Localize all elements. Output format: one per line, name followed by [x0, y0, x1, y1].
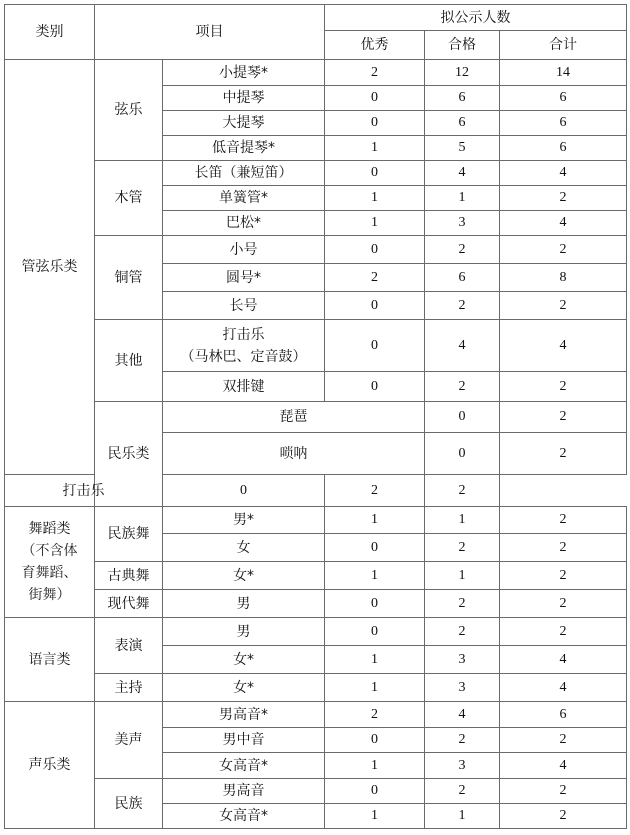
item-cell	[163, 320, 325, 372]
item-cell: 长号	[163, 292, 325, 320]
qualified-cell: 2	[425, 618, 500, 646]
item-cell: 男	[163, 618, 325, 646]
qualified-cell: 12	[425, 60, 500, 86]
qualified-cell: 2	[425, 534, 500, 562]
table-row	[5, 161, 627, 186]
table-row	[5, 236, 627, 264]
qualified-cell: 4	[425, 320, 500, 372]
category-line: 街舞）	[28, 587, 71, 603]
category-line: 舞蹈类	[28, 521, 71, 537]
category-line: （不含体	[21, 543, 78, 559]
qualified-cell: 1	[425, 507, 500, 534]
total-cell: 2	[500, 804, 627, 829]
item-cell: 女高音*	[163, 804, 325, 829]
total-cell: 2	[500, 590, 627, 618]
qualified-cell: 3	[425, 753, 500, 779]
excellent-cell: 0	[325, 728, 425, 753]
header-item: 项目	[95, 5, 325, 60]
qualified-cell: 4	[425, 702, 500, 728]
category-line: 育舞蹈、	[21, 565, 78, 581]
item-cell: 巴松*	[163, 211, 325, 236]
excellent-cell: 2	[325, 264, 425, 292]
total-cell: 4	[500, 646, 627, 674]
subcategory-cell: 木管	[95, 161, 163, 236]
item-cell: 男*	[163, 507, 325, 534]
item-cell: 单簧管*	[163, 186, 325, 211]
item-line: 打击乐	[222, 326, 265, 343]
total-cell: 2	[500, 292, 627, 320]
roster-table-container	[4, 4, 626, 832]
excellent-cell: 0	[325, 161, 425, 186]
header-planned: 拟公示人数	[325, 5, 627, 31]
excellent-cell: 1	[325, 804, 425, 829]
total-cell: 2	[500, 507, 627, 534]
category-cell: 管弦乐类	[5, 60, 95, 475]
qualified-cell: 2	[425, 590, 500, 618]
qualified-cell: 6	[425, 111, 500, 136]
qualified-cell: 2	[500, 402, 627, 433]
excellent-cell: 0	[325, 534, 425, 562]
excellent-cell: 0	[425, 433, 500, 475]
total-cell: 8	[500, 264, 627, 292]
qualified-cell: 3	[425, 674, 500, 702]
excellent-cell: 1	[325, 646, 425, 674]
category-cell	[5, 507, 95, 618]
subcategory-cell: 弦乐	[95, 60, 163, 161]
qualified-cell: 1	[425, 804, 500, 829]
subcategory-cell: 其他	[95, 320, 163, 402]
header-row	[5, 5, 627, 31]
table-row	[5, 507, 627, 534]
item-cell: 男高音*	[163, 702, 325, 728]
category-cell: 民乐类	[95, 402, 163, 507]
header-total: 合计	[500, 31, 627, 60]
item-cell: 女*	[163, 646, 325, 674]
excellent-cell: 0	[325, 236, 425, 264]
item-cell: 低音提琴*	[163, 136, 325, 161]
excellent-cell: 1	[325, 507, 425, 534]
excellent-cell: 2	[325, 60, 425, 86]
qualified-cell: 2	[425, 728, 500, 753]
total-cell: 2	[500, 779, 627, 804]
total-cell: 6	[500, 136, 627, 161]
table-row	[5, 475, 627, 507]
qualified-cell: 3	[425, 211, 500, 236]
table-row	[5, 60, 627, 86]
total-cell: 4	[500, 161, 627, 186]
qualified-cell: 1	[425, 186, 500, 211]
table-row	[5, 590, 627, 618]
total-cell: 2	[500, 562, 627, 590]
excellent-cell: 1	[325, 211, 425, 236]
subcategory-cell: 主持	[95, 674, 163, 702]
item-line: （马林巴、定音鼓）	[180, 348, 307, 365]
item-cell: 女	[163, 534, 325, 562]
item-cell: 女高音*	[163, 753, 325, 779]
item-cell: 小号	[163, 236, 325, 264]
item-cell: 小提琴*	[163, 60, 325, 86]
qualified-cell: 3	[425, 646, 500, 674]
qualified-cell: 5	[425, 136, 500, 161]
subcategory-cell: 表演	[95, 618, 163, 674]
item-cell: 大提琴	[163, 111, 325, 136]
qualified-cell: 2	[425, 292, 500, 320]
excellent-cell: 0	[325, 292, 425, 320]
table-row	[5, 562, 627, 590]
item-cell: 男	[163, 590, 325, 618]
qualified-cell: 2	[425, 372, 500, 402]
table-row	[5, 779, 627, 804]
total-cell: 14	[500, 60, 627, 86]
total-cell: 2	[500, 534, 627, 562]
qualified-cell: 4	[425, 161, 500, 186]
excellent-cell: 0	[163, 475, 325, 507]
subcategory-cell: 民族	[95, 779, 163, 829]
total-cell: 2	[500, 186, 627, 211]
item-cell: 圆号*	[163, 264, 325, 292]
subcategory-cell: 美声	[95, 702, 163, 779]
item-cell: 琵琶	[163, 402, 425, 433]
total-cell: 2	[500, 236, 627, 264]
qualified-cell: 1	[425, 562, 500, 590]
excellent-cell: 0	[325, 320, 425, 372]
total-cell: 6	[500, 111, 627, 136]
item-cell: 唢呐	[163, 433, 425, 475]
item-cell: 打击乐	[5, 475, 163, 507]
excellent-cell: 0	[325, 618, 425, 646]
item-cell: 女*	[163, 674, 325, 702]
table-row	[5, 674, 627, 702]
category-cell: 声乐类	[5, 702, 95, 829]
subcategory-cell: 铜管	[95, 236, 163, 320]
excellent-cell: 0	[325, 779, 425, 804]
excellent-cell: 1	[325, 753, 425, 779]
excellent-cell: 1	[325, 186, 425, 211]
excellent-cell: 2	[325, 702, 425, 728]
header-excellent: 优秀	[325, 31, 425, 60]
excellent-cell: 0	[425, 402, 500, 433]
category-cell: 语言类	[5, 618, 95, 702]
header-category: 类别	[5, 5, 95, 60]
header-qualified: 合格	[425, 31, 500, 60]
excellent-cell: 0	[325, 372, 425, 402]
total-cell: 6	[500, 86, 627, 111]
excellent-cell: 0	[325, 111, 425, 136]
roster-table	[4, 4, 627, 829]
subcategory-cell: 现代舞	[95, 590, 163, 618]
item-cell: 双排键	[163, 372, 325, 402]
table-row	[5, 702, 627, 728]
total-cell: 2	[500, 372, 627, 402]
excellent-cell: 0	[325, 86, 425, 111]
total-cell: 4	[500, 320, 627, 372]
excellent-cell: 1	[325, 136, 425, 161]
total-cell: 4	[500, 753, 627, 779]
total-cell: 2	[500, 618, 627, 646]
excellent-cell: 1	[325, 562, 425, 590]
total-cell: 2	[425, 475, 500, 507]
item-cell: 男高音	[163, 779, 325, 804]
qualified-cell: 2	[500, 433, 627, 475]
table-row	[5, 618, 627, 646]
table-row	[5, 402, 627, 433]
subcategory-cell: 民族舞	[95, 507, 163, 562]
excellent-cell: 0	[325, 590, 425, 618]
subcategory-cell: 古典舞	[95, 562, 163, 590]
total-cell: 6	[500, 702, 627, 728]
table-row	[5, 320, 627, 372]
qualified-cell: 2	[425, 236, 500, 264]
excellent-cell: 1	[325, 674, 425, 702]
item-cell: 女*	[163, 562, 325, 590]
qualified-cell: 2	[325, 475, 425, 507]
item-cell: 中提琴	[163, 86, 325, 111]
qualified-cell: 6	[425, 86, 500, 111]
qualified-cell: 6	[425, 264, 500, 292]
total-cell: 4	[500, 211, 627, 236]
item-cell: 长笛（兼短笛）	[163, 161, 325, 186]
item-cell: 男中音	[163, 728, 325, 753]
total-cell: 4	[500, 674, 627, 702]
total-cell: 2	[500, 728, 627, 753]
qualified-cell: 2	[425, 779, 500, 804]
